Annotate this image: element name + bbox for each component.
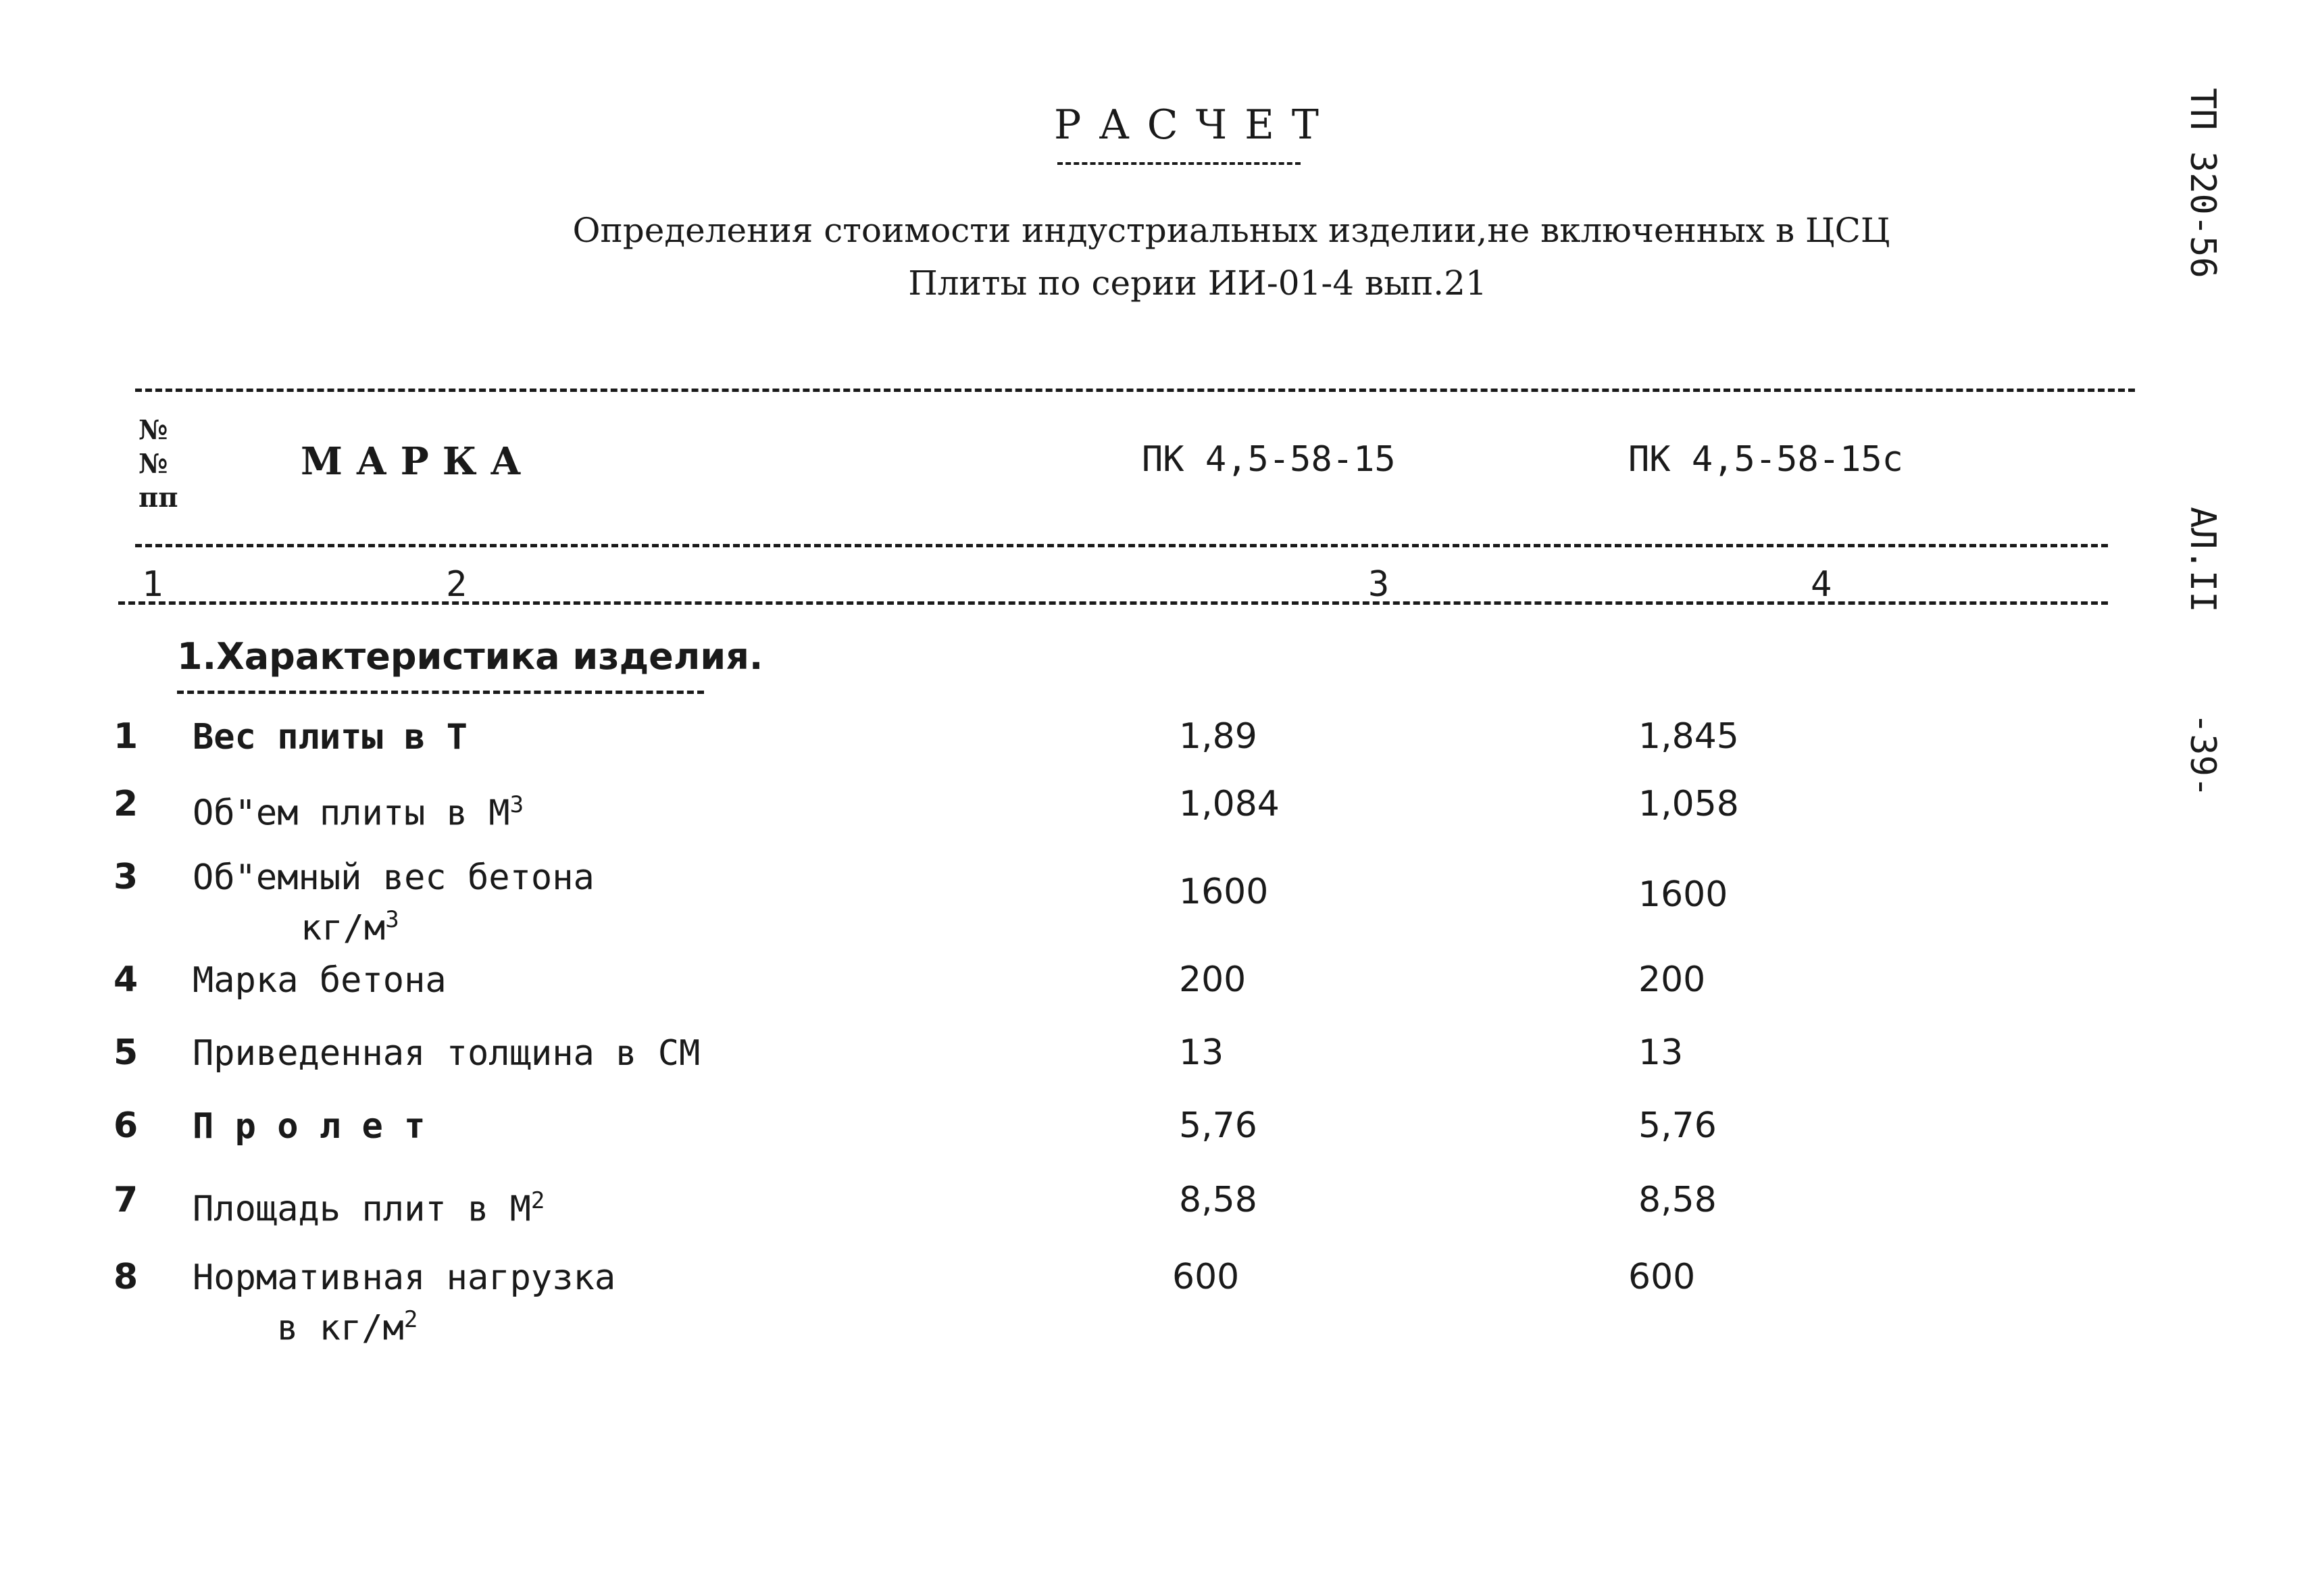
row-number: 1 <box>114 716 139 757</box>
row-value-col4: 200 <box>1638 959 1706 1000</box>
row-value-col3: 1,084 <box>1179 784 1280 824</box>
row-value-col3: 5,76 <box>1179 1105 1257 1146</box>
row-value-col4: 5,76 <box>1638 1105 1717 1146</box>
row-label: Приведенная толщина в СМ <box>193 1033 701 1074</box>
row-number: 5 <box>114 1032 139 1073</box>
row-number: 6 <box>114 1105 139 1146</box>
row-value-col3: 200 <box>1179 959 1247 1000</box>
row-label: Марка бетона <box>193 960 447 1001</box>
subtitle-line-1: Определения стоимости индустриальных изделии,не включенных в ЦСЦ <box>572 211 1890 250</box>
column-number-2: 2 <box>446 564 468 605</box>
row-value-col3: 600 <box>1172 1257 1240 1297</box>
subtitle-line-2: Плиты по серии ИИ-01-4 вып.21 <box>908 264 1487 303</box>
row-number: 8 <box>114 1257 139 1297</box>
row-number: 7 <box>114 1180 139 1220</box>
side-page-number: -39- <box>2182 713 2223 798</box>
row-label: Об"емный вес бетона $кг/м^3$ <box>193 857 595 949</box>
row-number: 4 <box>114 959 139 1000</box>
header-marka-label: МАРКА <box>301 439 535 484</box>
row-value-col4: 8,58 <box>1638 1180 1717 1220</box>
table-top-rule <box>135 389 2135 392</box>
header-number-label: №№ пп <box>139 414 178 514</box>
column-number-3: 3 <box>1368 564 1390 605</box>
row-value-col4: 1,058 <box>1638 784 1739 824</box>
row-number: 2 <box>114 784 139 824</box>
section-underline <box>177 691 704 694</box>
row-value-col4: 1600 <box>1638 874 1728 915</box>
row-value-col4: 600 <box>1628 1257 1696 1297</box>
row-label: Площадь плит в $М^2$ <box>193 1187 545 1230</box>
row-value-col3: 1600 <box>1179 872 1269 912</box>
column-number-1: 1 <box>142 564 164 605</box>
row-value-col4: 13 <box>1638 1032 1684 1073</box>
row-label: Об"ем плиты в $М^3$ <box>193 791 524 834</box>
section-title: 1.Характеристика изделия. <box>177 635 763 678</box>
row-value-col3: 13 <box>1179 1032 1224 1073</box>
column-numbers-rule <box>118 601 2108 605</box>
row-value-col3: 1,89 <box>1179 716 1257 757</box>
side-album-label: АЛ.II <box>2182 507 2223 613</box>
row-label: Нормативная нагрузка в $кг/м^2$ <box>193 1257 616 1349</box>
header-column-4: ПК 4,5-58-15с <box>1628 439 1903 480</box>
column-number-4: 4 <box>1811 564 1832 605</box>
row-value-col4: 1,845 <box>1638 716 1739 757</box>
side-document-code: ТП 320-56 <box>2182 88 2223 278</box>
header-column-3: ПК 4,5-58-15 <box>1142 439 1396 480</box>
header-bottom-rule <box>135 544 2108 547</box>
title-underline <box>1057 162 1301 165</box>
document-title: РАСЧЕТ <box>1054 101 1336 149</box>
row-label: Вес плиты в Т <box>193 717 468 757</box>
row-number: 3 <box>114 857 139 897</box>
row-label: П р о л е т <box>193 1106 426 1147</box>
row-value-col3: 8,58 <box>1179 1180 1257 1220</box>
